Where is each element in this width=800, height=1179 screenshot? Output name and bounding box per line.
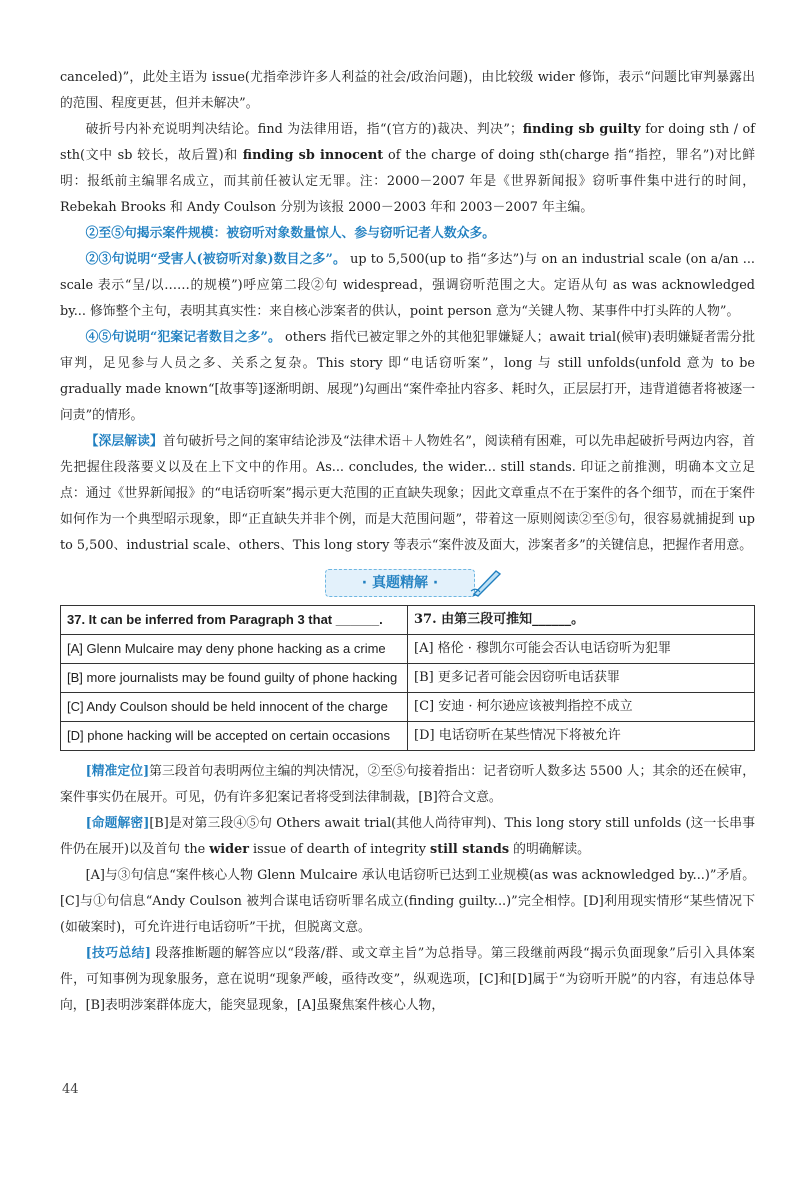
paragraph-2-text-c: for doing sth / of sth(文中 sb 较长，故后置)和 [60,122,755,163]
deep-reading-tag: 【深层解读】 [85,434,163,449]
term-wider: wider [209,842,249,857]
option-c-zh: [C] 安迪 · 柯尔逊应该被判指控不成立 [408,693,755,722]
option-d-en: [D] phone hacking will be accepted on certain occasions [61,722,408,751]
term-finding-innocent: finding sb innocent [242,148,384,163]
option-b-zh: [B] 更多记者可能会因窃听电话获罪 [408,664,755,693]
paragraph-2-text-a: 破折号内补充说明判决结论。find 为法律用语，指“(官方的)裁决、判决”； [85,122,523,137]
skill-summary-tag: [技巧总结] [85,946,151,961]
question-stem-row [61,606,755,635]
banner-title [325,569,475,597]
deep-reading-body: 首句破折号之间的案审结论涉及“法律术语＋人物姓名”，阅读稍有困难，可以先串起破折号两边内容，首先把握住段落要义以及在上下文中的作用。As... concludes, the wider... still stands. 印证之前推测，明确本文立足点：通过《世界新闻报》的“电话窃听案”揭示更大范围的正直缺失现象；因此文章重点不在于案件的各个细节，而在于案件如何作为一个典型昭示现象，即“正直缺失并非个例，而是大范围问题”，带着这一原则阅读②至⑤句，很容易就捕捉到 up to 5,500、industrial scale、others、This long story 等表示“案件波及面大，涉案者多”的关键信息，把握作者用意。 [60,434,756,553]
page-number: 44 [62,1082,79,1097]
option-row-b [61,664,755,693]
option-row-d [61,722,755,751]
paragraph-deep-reading [60,429,755,559]
question-analysis-tag: [命题解密] [85,816,150,831]
paragraph-2-text-d: of the charge of doing sth(charge 指“指控，罪名”)对比鲜明：报纸前主编罪名成立，而其前任被认定无罪。注：2000－2007 年是《世界新闻报》窃听事件集中进行的时间，Rebekah Brooks 和 Andy Coulson 分别为该报 2000－2003 年和 2003－2007 年主编。 [60,148,755,215]
banner-label: 真题精解 [372,575,428,591]
pen-icon [470,567,504,597]
question-analysis-text-a: [B]是对第三段④⑤句 Others await trial(其他人尚待审判)、This long story still unfolds (这一长串事件仍在展开)以及首句 the [60,816,755,857]
paragraph-2 [60,117,755,221]
option-row-a [61,635,755,664]
paragraph-question-analysis [60,811,755,863]
section-banner [60,567,755,597]
paragraph-4-body: others 指代已被定罪之外的其他犯罪嫌疑人；await trial(候审)表明嫌疑者需分批审判，足见参与人员之多、关系之复杂。This story 即“电话窃听案”，long 与 still unfolds(unfold 意为 to be gradually made known“[故事等]逐渐明朗、展现”)勾画出“案件牵扯内容多、耗时久，正层层打开，违背道德者将被逐一问责”的情形。 [60,330,755,423]
paragraph-3-heading: ②③句说明“受害人(被窃听对象)数目之多”。 [85,252,346,267]
term-still-stands: still stands [430,842,510,857]
precise-location-tag: [精准定位] [85,764,150,779]
page-content [60,65,755,1019]
question-table [60,605,755,751]
blue-summary-line: ②至⑤句揭示案件规模：被窃听对象数量惊人、参与窃听记者人数众多。 [85,226,496,241]
paragraph-4-heading: ④⑤句说明“犯案记者数目之多”。 [85,330,281,345]
question-analysis-text-d: 的明确解读。 [509,842,590,857]
option-c-en: [C] Andy Coulson should be held innocent of the charge [61,693,408,722]
option-a-en: [A] Glenn Mulcaire may deny phone hacking as a crime [61,635,408,664]
option-b-en: [B] more journalists may be found guilty of phone hacking [61,664,408,693]
paragraph-4 [60,325,755,429]
skill-summary-body: 段落推断题的解答应以“段落/群、或文章主旨”为总指导。第三段继前两段“揭示负面现象”后引入具体案件，可知事例为现象服务，意在说明“现象严峻，亟待改变”，纵观选项，[C]和[D]属于“为窃听开脱”的内容，有违总体导向，[B]表明涉案群体庞大，能突显现象，[A]虽聚焦案件核心人物， [60,946,755,1013]
option-row-c [61,693,755,722]
question-stem-en: 37. It can be inferred from Paragraph 3 that ______. [61,606,408,635]
question-stem-zh: 37. 由第三段可推知______。 [408,606,755,635]
option-a-zh: [A] 格伦 · 穆凯尔可能会否认电话窃听为犯罪 [408,635,755,664]
option-d-zh: [D] 电话窃听在某些情况下将被允许 [408,722,755,751]
paragraph-distractors: [A]与③句信息“案件核心人物 Glenn Mulcaire 承认电话窃听已达到工业规模(as was acknowledged by...)”矛盾。[C]与①句信息“Andy Coulson 被判合谋电话窃听罪名成立(finding guilty...)”完全相悖。[D]利用现实情形“某些情况下(如破案时)，可允许进行电话窃听”干扰，但脱离文意。 [60,868,755,935]
banner-dot-left: · [361,575,368,591]
precise-location-body: 第三段首句表明两位主编的判决情况，②至⑤句接着指出：记者窃听人数多达 5500 人；其余的还在候审，案件事实仍在展开。可见，仍有许多犯案记者将受到法律制裁，[B]符合文意。 [60,764,755,805]
paragraph-1: canceled)”，此处主语为 issue(尤指牵涉许多人利益的社会/政治问题)，由比较级 wider 修饰，表示“问题比审判暴露出的范围、程度更甚，但并未解决”。 [60,70,755,111]
question-analysis-text-c: issue of dearth of integrity [248,842,431,857]
paragraph-3-body: up to 5,500(up to 指“多达”)与 on an industrial scale (on a/an ... scale 表示“呈/以……的规模”)呼应第二段②句 widespread，强调窃听范围之大。定语从句 as was acknowledged by... 修饰整个主句，表明其真实性：来自核心涉案者的供认，point person 意为“关键人物、某事件中打头阵的人物”。 [60,252,755,319]
paragraph-precise-location [60,759,755,811]
term-finding-guilty: finding sb guilty [522,122,641,137]
banner-dot-right: · [432,575,439,591]
paragraph-skill-summary [60,941,755,1019]
paragraph-3 [60,247,755,325]
